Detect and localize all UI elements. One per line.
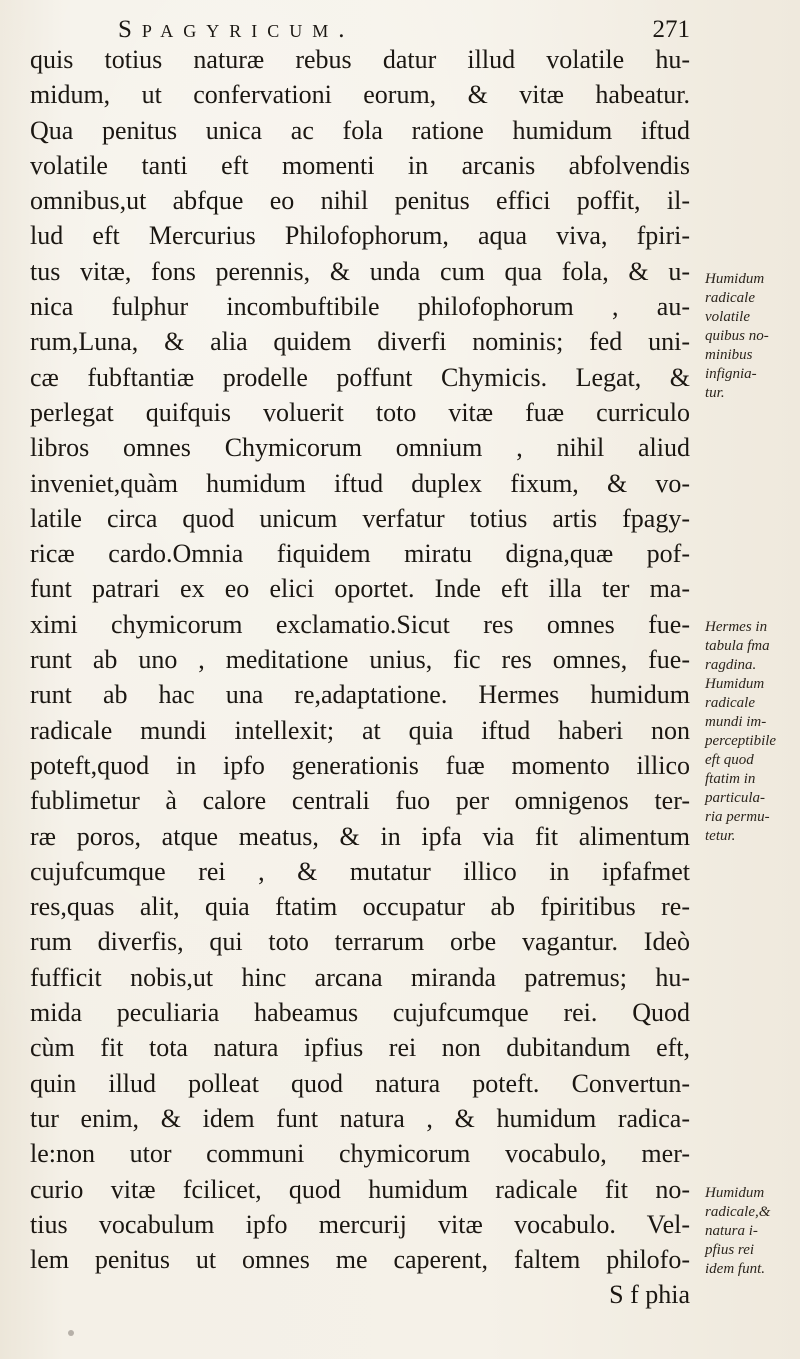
margin-line: Humidum — [705, 676, 765, 692]
text-line: curio vitæ fcilicet, quod humidum radicale fit no- — [30, 1174, 690, 1204]
main-text-block — [30, 42, 690, 1313]
margin-line: ragdina. — [705, 657, 757, 673]
text-line: cùm fit tota natura ipfius rei non dubitandum eft, — [30, 1033, 690, 1063]
margin-line: natura i- — [705, 1223, 758, 1239]
margin-line: Humidum — [705, 271, 765, 287]
margin-line: mundi im- — [705, 714, 767, 730]
text-line: runt ab uno , meditatione unius, fic res omnes, fue- — [30, 645, 690, 675]
margin-line: pfius rei — [705, 1242, 755, 1258]
margin-note-humidum-natura — [705, 1184, 795, 1279]
margin-line: Humidum — [705, 1185, 765, 1201]
page-number: 271 — [652, 16, 690, 43]
text-line: rum,Luna, & alia quidem diverfi nominis; fed uni- — [30, 327, 690, 357]
text-line: lud eft Mercurius Philofophorum, aqua viva, fpiri- — [30, 221, 690, 251]
margin-line: radicale,& — [705, 1204, 771, 1220]
text-line: ximi chymicorum exclamatio.Sicut res omnes fue- — [30, 609, 690, 639]
text-line: inveniet,quàm humidum iftud duplex fixum, & vo- — [30, 468, 690, 498]
text-line: fufficit nobis,ut hinc arcana miranda patremus; hu- — [30, 962, 690, 992]
text-line: libros omnes Chymicorum omnium , nihil aliud — [30, 433, 690, 463]
margin-line: idem funt. — [705, 1261, 765, 1277]
margin-line: tetur. — [705, 828, 736, 844]
text-line: radicale mundi intellexit; at quia iftud haberi non — [30, 715, 690, 745]
margin-note-hermes-tabula — [705, 618, 795, 846]
text-line: ræ poros, atque meatus, & in ipfa via fit alimentum — [30, 821, 690, 851]
text-line: tur enim, & idem funt natura , & humidum radica- — [30, 1103, 690, 1133]
text-line: poteft,quod in ipfo generationis fuæ momento illico — [30, 750, 690, 780]
margin-line: tabula fma — [705, 638, 770, 654]
margin-line: tur. — [705, 385, 725, 401]
text-line: rum diverfis, qui toto terrarum orbe vagantur. Ideò — [30, 927, 690, 957]
running-title: Spagyricum. — [118, 16, 355, 43]
text-line: midum, ut confervationi eorum, & vitæ habeatur. — [30, 80, 690, 110]
text-line: runt ab hac una re,adaptatione. Hermes humidum — [30, 680, 690, 710]
text-line: nica fulphur incombuftibile philofophorum , au- — [30, 292, 690, 322]
text-line: tus vitæ, fons perennis, & unda cum qua fola, & u- — [30, 256, 690, 286]
text-line: res,quas alit, quia ftatim occupatur ab fpiritibus re- — [30, 892, 690, 922]
text-line: Qua penitus unica ac fola ratione humidum iftud — [30, 115, 690, 145]
text-line: volatile tanti eft momenti in arcanis abfolvendis — [30, 150, 690, 180]
margin-line: eft quod — [705, 752, 754, 768]
text-line: quis totius naturæ rebus datur illud volatile hu- — [30, 45, 690, 74]
margin-line: radicale — [705, 290, 755, 306]
text-line: quin illud polleat quod natura poteft. Convertun- — [30, 1068, 690, 1098]
margin-line: ftatim in — [705, 771, 756, 787]
text-line: ricæ cardo.Omnia fiquidem miratu digna,quæ pof- — [30, 539, 690, 569]
text-line: omnibus,ut abfque eo nihil penitus effici poffit, il- — [30, 186, 690, 216]
margin-line: ria permu- — [705, 809, 770, 825]
text-line: perlegat quifquis voluerit toto vitæ fuæ curriculo — [30, 397, 690, 427]
text-line: cujufcumque rei , & mutatur illico in ipfafmet — [30, 856, 690, 886]
text-line: lem penitus ut omnes me caperent, faltem philofo- — [30, 1245, 690, 1275]
margin-line: particula- — [705, 790, 765, 806]
margin-line: quibus no- — [705, 328, 769, 344]
margin-line: perceptibile — [705, 733, 777, 749]
margin-line: radicale — [705, 695, 755, 711]
text-line: le:non utor communi chymicorum vocabulo, mer- — [30, 1139, 690, 1169]
text-line: funt patrari ex eo elici oportet. Inde eft illa ter ma- — [30, 574, 690, 604]
catchword-line: S f phia — [609, 1280, 690, 1310]
text-line: fublimetur à calore centrali fuo per omnigenos ter- — [30, 786, 690, 816]
text-line: cæ fubftantiæ prodelle poffunt Chymicis. Legat, & — [30, 362, 690, 392]
text-line: mida peculiaria habeamus cujufcumque rei. Quod — [30, 998, 690, 1028]
ink-spot — [68, 1330, 74, 1336]
margin-line: Hermes in — [705, 619, 768, 635]
margin-note-humidum-radicale-volatile — [705, 270, 795, 403]
text-line: latile circa quod unicum verfatur totius artis fpagy- — [30, 503, 690, 533]
margin-line: volatile — [705, 309, 750, 325]
margin-line: minibus — [705, 347, 753, 363]
text-line: tius vocabulum ipfo mercurij vitæ vocabulo. Vel- — [30, 1209, 690, 1239]
margin-line: infignia- — [705, 366, 757, 382]
